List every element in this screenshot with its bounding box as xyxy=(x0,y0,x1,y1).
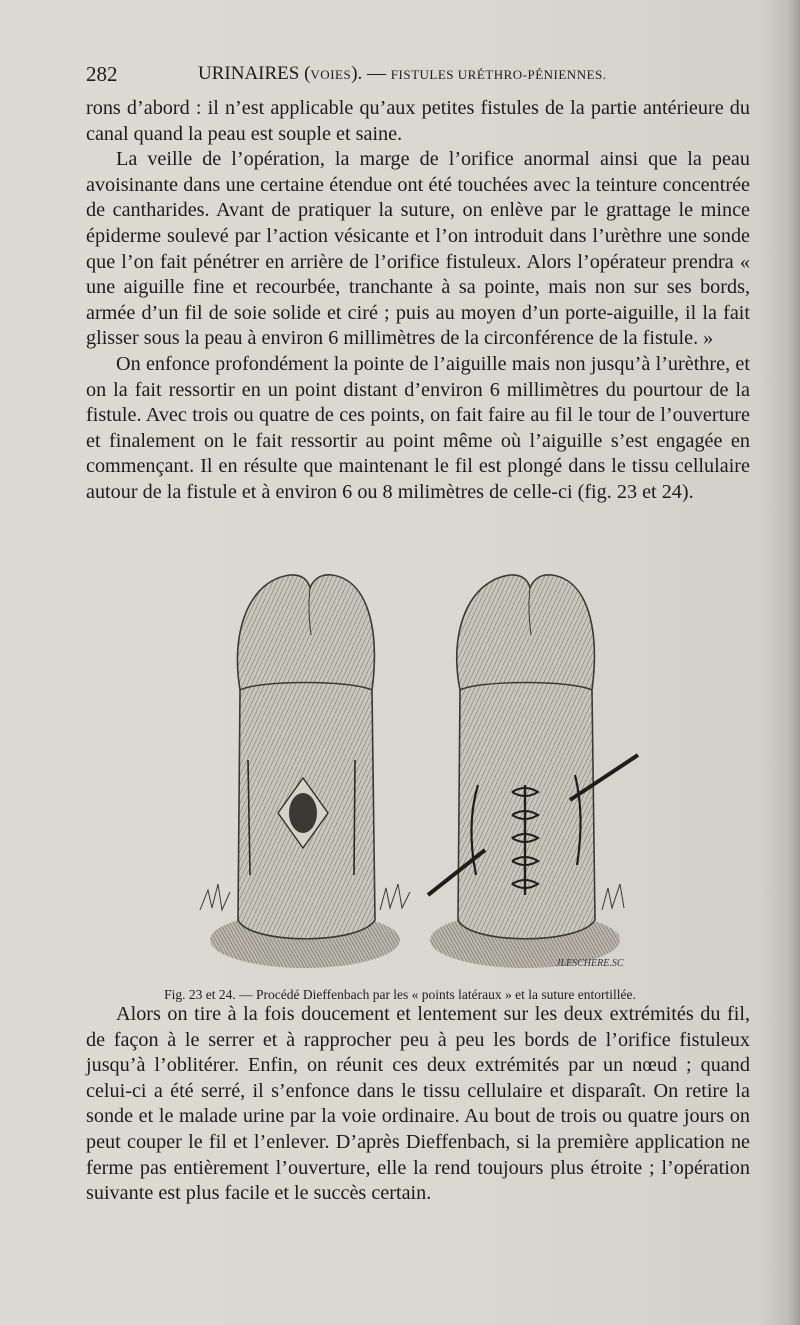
page-number: 282 xyxy=(86,62,118,86)
paragraph: La veille de l’opération, la marge de l’orifice anormal ainsi que la peau avoisinante dans une certaine étendue ont été touchées avec la teinture concentrée de cantharides. Avant de pratiquer la suture, on enlève par le grattage le mince épiderme soulevé par l’action vésicante et l’on introduit dans l’urèthre une sonde que l’on fait pénétrer en arrière de l’orifice fistuleux. Alors l’opérateur prendra « une aiguille fine et recourbée, tranchante à sa pointe, mais non sur ses bords, armée d’un fil de soie solide et ciré ; puis au moyen d’un porte-aiguille, il la fait glisser sous la peau à environ 6 millimètres de la circonférence de la fistule. » xyxy=(86,148,750,350)
figure-24 xyxy=(428,575,638,968)
body-text-bottom xyxy=(86,1002,750,1207)
page-header xyxy=(86,62,726,88)
figure-caption: Fig. 23 et 24. — Procédé Dieffenbach par les « points latéraux » et la suture entortillée. xyxy=(164,987,636,1002)
paragraph: On enfonce profondément la pointe de l’aiguille mais non jusqu’à l’urèthre, et on la fait ressortir en un point distant d’environ 6 millimètres du pourtour de la fistule. Avec trois ou quatre de ces points, on fait faire au fil le tour de l’ouverture et finalement on le fait ressortir au point même où l’aiguille s’est engagée en commençant. Il en résulte que maintenant le fil est plongé dans le tissu cellulaire autour de la fistule et à environ 6 ou 8 milimètres de celle-ci (fig. 23 et 24). xyxy=(86,352,750,503)
running-head xyxy=(198,63,607,85)
running-head-voies: VOIES xyxy=(310,67,352,82)
running-head-separator: ). — xyxy=(351,63,391,84)
page-edge-shadow xyxy=(760,0,800,1325)
figure-illustration xyxy=(190,560,640,980)
running-head-main: URINAIRES ( xyxy=(198,63,311,84)
running-head-section: FISTULES URÉTHRO-PÉNIENNES. xyxy=(390,67,607,82)
paragraph: Alors on tire à la fois doucement et lentement sur les deux extrémités du fil, de façon à le serrer et à rapprocher peu à peu les bords de l’orifice fistuleux jusqu’à l’oblitérer. Enfin, on réunit ces deux extrémités par un nœud ; quand celui-ci a été serré, il s’enfonce dans le tissu cellulaire et disparaît. On retire la sonde et le malade urine par la voie ordinaire. Au bout de trois ou quatre jours on peut couper le fil et l’enlever. D’après Dieffenbach, si la première application ne ferme pas entièrement l’ouverture, elle la rend toujours plus étroite ; l’opération suivante est plus facile et le succès certain. xyxy=(86,1003,750,1205)
figure-23 xyxy=(200,575,410,968)
paragraph-continued: rons d’abord : il n’est applicable qu’aux petites fistules de la partie antérieure du canal quand la peau est souple et saine. xyxy=(86,97,750,145)
engraver-signature: JLESCHERE.SC xyxy=(556,958,624,969)
body-text-top xyxy=(86,96,750,506)
